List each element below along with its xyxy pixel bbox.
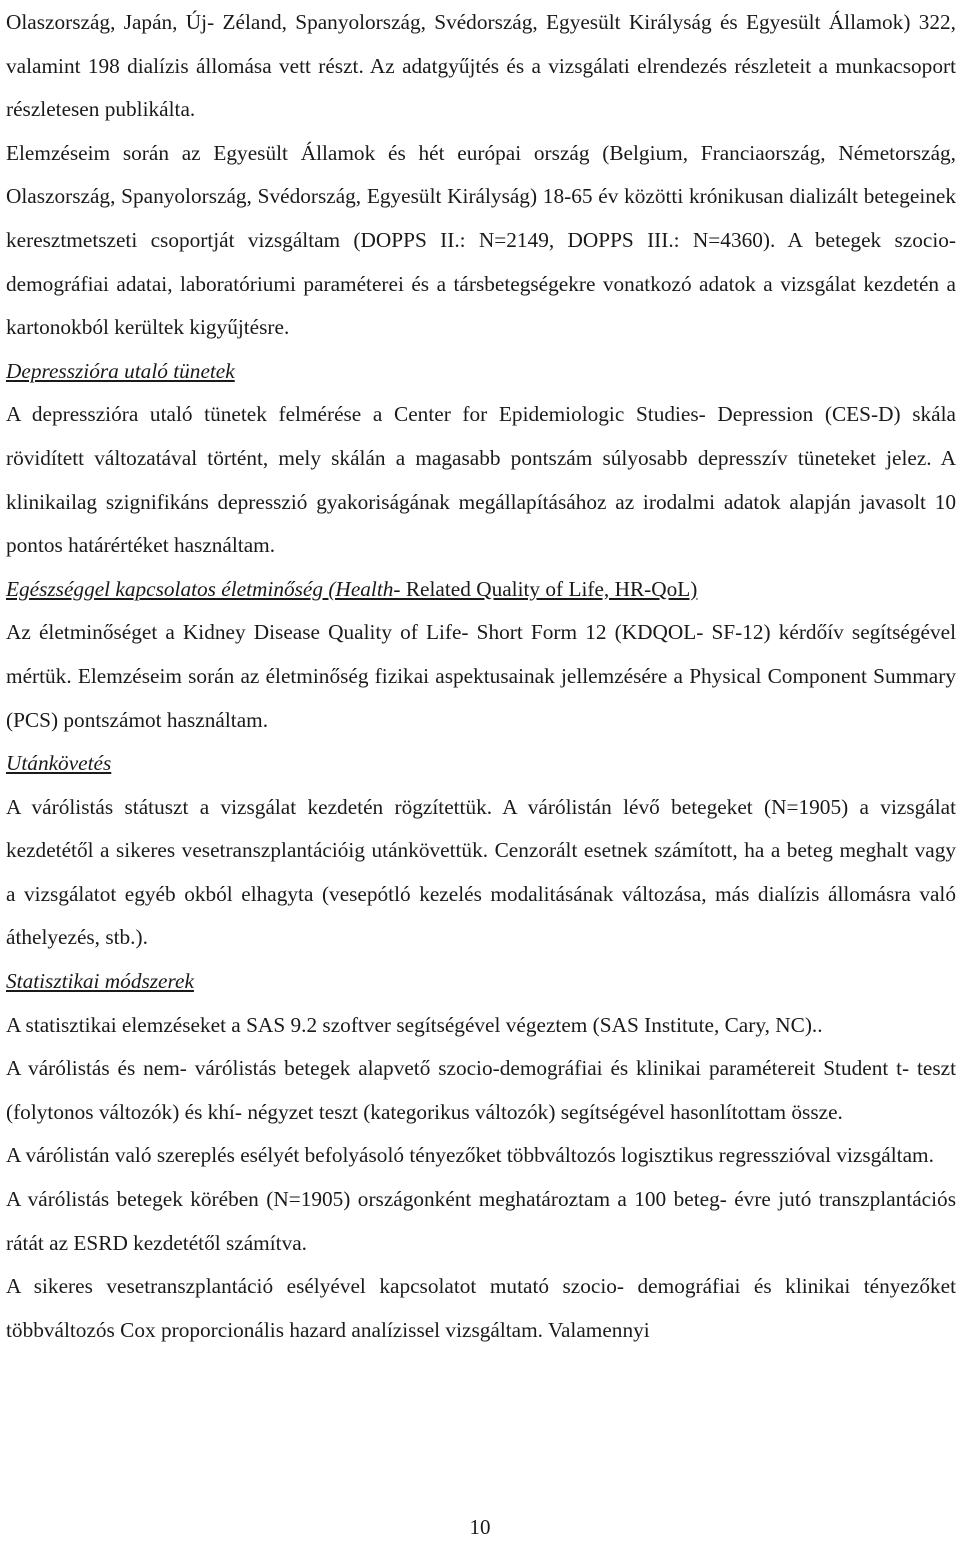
paragraph-intro: Olaszország, Japán, Új- Zéland, Spanyolország, Svédország, Egyesült Királyság és Egyesült Államok) 322, valamint 198 dialízis állomása vett részt. Az adatgyűjtés és a vizsgálati elrendezés részleteit a munkacsoport részletesen publikálta. — [6, 10, 956, 122]
page-number: 10 — [469, 1515, 491, 1539]
paragraph-rate: A várólistás betegek körében (N=1905) országonként meghatároztam a 100 beteg- évre jutó transzplantációs rátát az ESRD kezdetétől számítva. — [6, 1187, 956, 1255]
heading-followup-text: Utánkövetés — [6, 751, 112, 776]
paragraph-depression: A depresszióra utaló tünetek felmérése a Center for Epidemiologic Studies- Depression (CES-D) skála rövidített változatával történt, mely skálán a magasabb pontszám súlyosabb depresszív tüneteket jelez. A klinikailag szignifikáns depresszió gyakoriságának megállapításához az irodalmi adatok alapján javasolt 10 pontos határértéket használtam. — [6, 402, 956, 558]
paragraph-sas: A statisztikai elemzéseket a SAS 9.2 szoftver segítségével végeztem (SAS Institute, Cary, NC).. — [6, 1012, 823, 1037]
heading-statistics — [6, 960, 956, 1004]
paragraph-analysis: Elemzéseim során az Egyesült Államok és hét európai ország (Belgium, Franciaország, Németország, Olaszország, Spanyolország, Svédország, Egyesült Királyság) 18-65 év közötti krónikusan dializált betegeinek keresztmetszeti csoportját vizsgáltam (DOPPS II.: N=2149, DOPPS III.: N=4360). A betegek szocio-demográfiai adatai, laboratóriumi paraméterei és a társbetegségekre vonatkozó adatok a vizsgálat kezdetén a kartonokból kerültek kigyűjtésre. — [6, 140, 956, 340]
heading-quality-of-life — [6, 568, 956, 612]
heading-statistics-text: Statisztikai módszerek — [6, 969, 194, 994]
paragraph-cox: A sikeres vesetranszplantáció esélyével kapcsolatot mutató szocio- demográfiai és klinikai tényezőket többváltozós Cox proporcionális hazard analízissel vizsgáltam. Valamennyi — [6, 1274, 956, 1342]
heading-qol-italic: Egészséggel kapcsolatos életminőség (Health- — [6, 576, 401, 601]
heading-depression — [6, 350, 956, 394]
paragraph-followup: A várólistás státuszt a vizsgálat kezdetén rögzítettük. A várólistán lévő betegeket (N=1905) a vizsgálat kezdetétől a sikeres vesetranszplantációig utánkövettük. Cenzorált esetnek számított, ha a beteg meghalt vagy a vizsgálatot egyéb okból elhagyta (vesepótló kezelés modalitásának változása, más dialízis állomásra való áthelyezés, stb.). — [6, 794, 956, 950]
heading-qol-upright: Related Quality of Life, HR-QoL) — [400, 576, 698, 601]
heading-depression-text: Depresszióra utaló tünetek — [6, 358, 235, 383]
document-page — [6, 0, 956, 1352]
paragraph-quality-of-life: Az életminőséget a Kidney Disease Quality of Life- Short Form 12 (KDQOL- SF-12) kérdőív segítségével mértük. Elemzéseim során az életminőség fizikai aspektusainak jellemzésére a Physical Component Summary (PCS) pontszámot használtam. — [6, 620, 956, 732]
paragraph-ttest: A várólistás és nem- várólistás betegek alapvető szocio-demográfiai és klinikai paramétereit Student t- teszt (folytonos változók) és khí- négyzet teszt (kategorikus változók) segítségével hasonlítottam össze. — [6, 1056, 956, 1124]
paragraph-logistic: A várólistán való szereplés esélyét befolyásoló tényezőket többváltozós logisztikus regresszióval vizsgáltam. — [6, 1143, 934, 1168]
heading-followup — [6, 742, 956, 786]
